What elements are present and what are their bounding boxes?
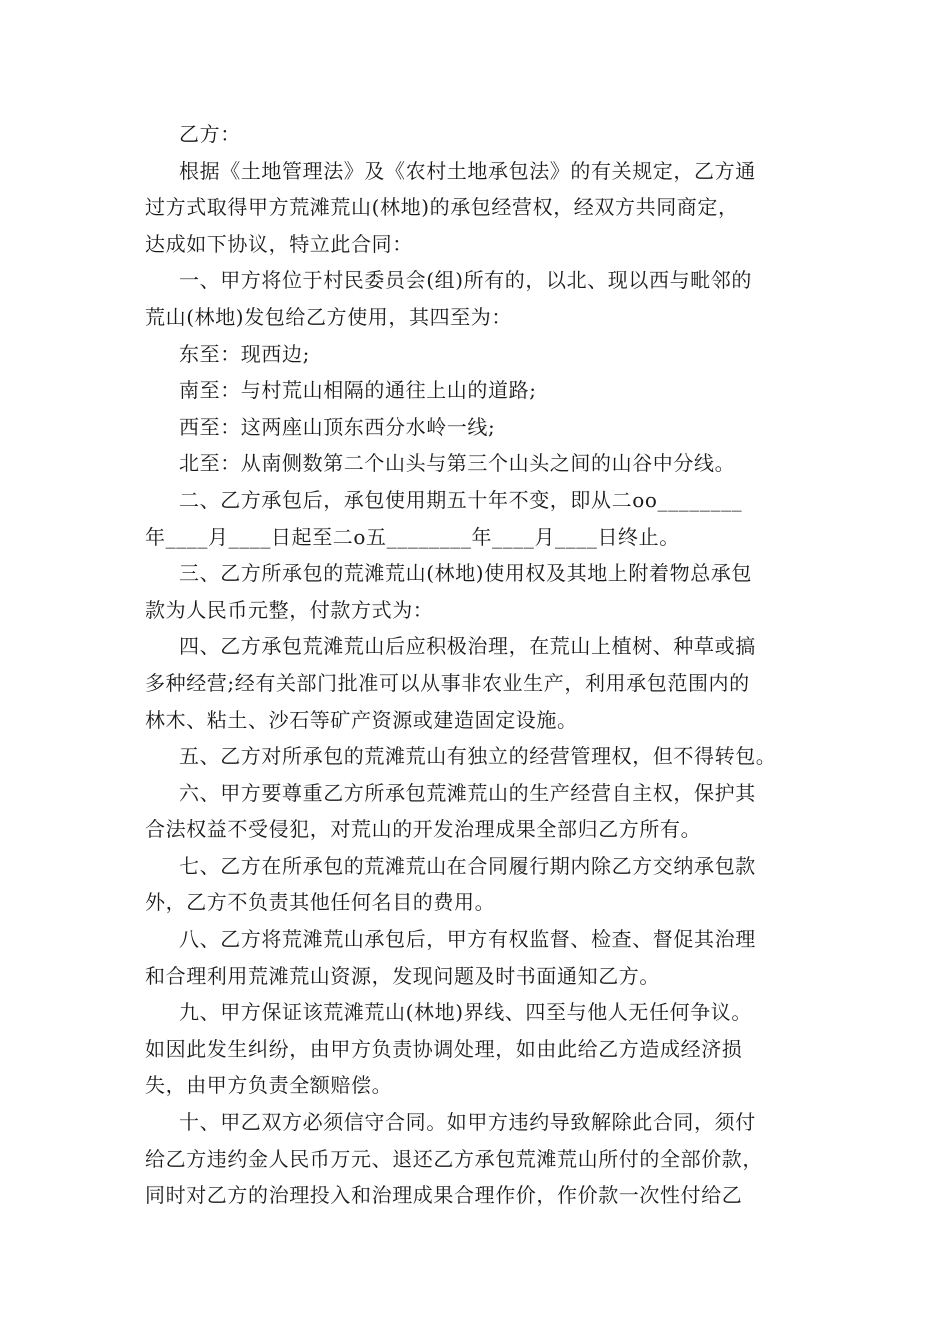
text-line: 同时对乙方的治理投入和治理成果合理作价，作价款一次性付给乙 bbox=[145, 1183, 743, 1208]
text-line: 南至：与村荒山相隔的通往上山的道路; bbox=[179, 378, 537, 403]
contract-body bbox=[145, 116, 825, 1214]
text-line: 西至：这两座山顶东西分水岭一线; bbox=[179, 414, 496, 439]
text-line: 年____月____日起至二o五________年____月____日终止。 bbox=[145, 524, 680, 549]
text-line: 荒山(林地)发包给乙方使用，其四至为： bbox=[145, 304, 513, 329]
text-line: 给乙方违约金人民币万元、退还乙方承包荒滩荒山所付的全部价款， bbox=[145, 1146, 763, 1171]
text-line: 北至：从南侧数第二个山头与第三个山头之间的山谷中分线。 bbox=[179, 451, 736, 476]
text-line: 林木、粘土、沙石等矿产资源或建造固定设施。 bbox=[145, 707, 578, 732]
text-line: 八、乙方将荒滩荒山承包后，甲方有权监督、检查、督促其治理 bbox=[179, 927, 756, 952]
text-line: 合法权益不受侵犯，对荒山的开发治理成果全部归乙方所有。 bbox=[145, 817, 702, 842]
text-line: 十、甲乙双方必须信守合同。如甲方违约导致解除此合同，须付 bbox=[179, 1110, 756, 1135]
text-line: 五、乙方对所承包的荒滩荒山有独立的经营管理权，但不得转包。 bbox=[179, 744, 777, 769]
text-line: 多种经营;经有关部门批准可以从事非农业生产，利用承包范围内的 bbox=[145, 670, 750, 695]
text-line: 过方式取得甲方荒滩荒山(林地)的承包经营权，经双方共同商定， bbox=[145, 195, 739, 220]
text-line: 七、乙方在所承包的荒滩荒山在合同履行期内除乙方交纳承包款 bbox=[179, 853, 756, 878]
text-line: 东至：现西边; bbox=[179, 341, 310, 366]
text-line: 四、乙方承包荒滩荒山后应积极治理，在荒山上植树、种草或搞 bbox=[179, 634, 756, 659]
text-line: 根据《土地管理法》及《农村土地承包法》的有关规定，乙方通 bbox=[179, 158, 756, 183]
text-line: 外，乙方不负责其他任何名目的费用。 bbox=[145, 890, 496, 915]
text-line: 六、甲方要尊重乙方所承包荒滩荒山的生产经营自主权，保护其 bbox=[179, 780, 756, 805]
text-line: 款为人民币元整，付款方式为： bbox=[145, 597, 434, 622]
text-line: 如因此发生纠纷，由甲方负责协调处理，如由此给乙方造成经济损 bbox=[145, 1036, 743, 1061]
text-line: 一、甲方将位于村民委员会(组)所有的，以北、现以西与毗邻的 bbox=[179, 268, 753, 293]
text-line: 乙方： bbox=[179, 122, 241, 146]
text-line: 达成如下协议，特立此合同： bbox=[145, 231, 413, 256]
text-line: 九、甲方保证该荒滩荒山(林地)界线、四至与他人无任何争议。 bbox=[179, 1000, 753, 1025]
text-line: 失，由甲方负责全额赔偿。 bbox=[145, 1073, 393, 1098]
text-line: 二、乙方承包后，承包使用期五十年不变，即从二oo________ bbox=[179, 487, 743, 512]
text-line: 和合理利用荒滩荒山资源，发现问题及时书面通知乙方。 bbox=[145, 963, 660, 988]
text-line: 三、乙方所承包的荒滩荒山(林地)使用权及其地上附着物总承包 bbox=[179, 561, 753, 586]
